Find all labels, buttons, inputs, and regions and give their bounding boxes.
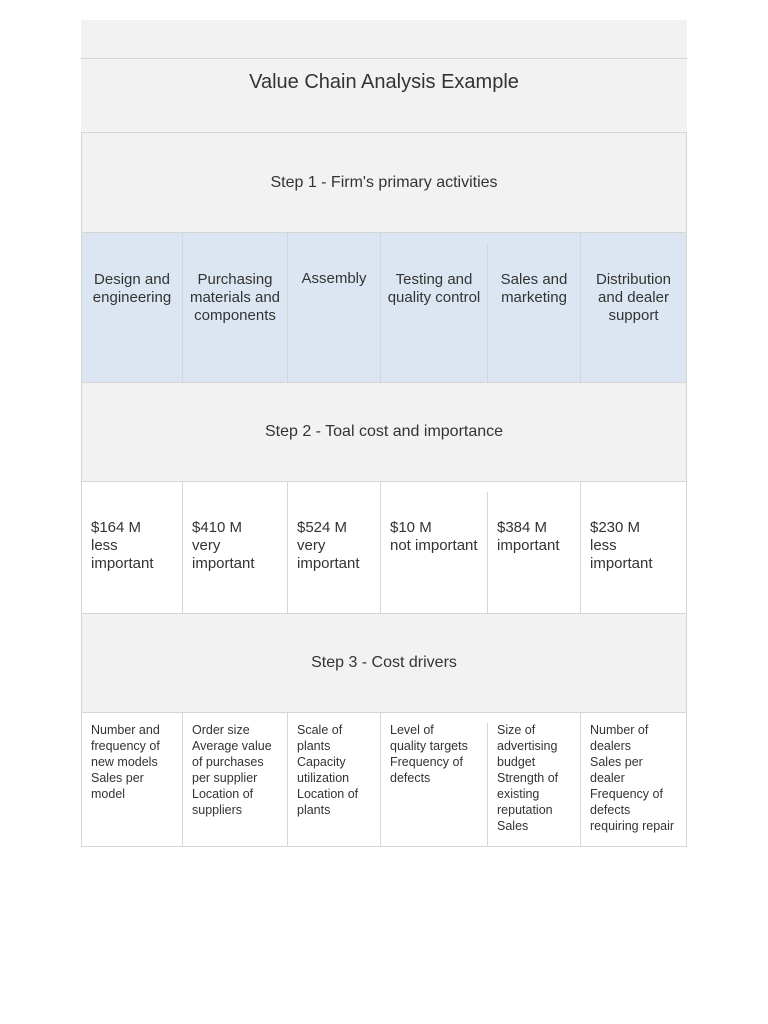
top-band <box>81 20 687 59</box>
driver-cell <box>581 713 686 846</box>
driver-cell <box>82 713 183 846</box>
driver-line: per supplier <box>192 771 258 785</box>
costs-row <box>82 482 686 614</box>
activity-cell: Testing and quality control <box>381 233 488 382</box>
driver-line: utilization <box>297 771 350 785</box>
driver-line: Level of <box>390 723 434 737</box>
driver-cell <box>183 713 288 846</box>
cost-importance: less important <box>590 537 653 572</box>
driver-line: plants <box>297 803 331 817</box>
cost-importance: less important <box>91 537 154 572</box>
cost-cell <box>82 482 183 613</box>
driver-line: Capacity <box>297 755 346 769</box>
cost-cell <box>183 482 288 613</box>
cost-cell <box>488 482 581 613</box>
driver-line: budget <box>497 755 536 769</box>
driver-line: defects <box>590 803 631 817</box>
driver-line: Average value <box>192 739 272 753</box>
driver-line: model <box>91 787 126 801</box>
step-1-header: Step 1 - Firm's primary activities <box>82 133 686 233</box>
cost-cell <box>581 482 686 613</box>
activity-cell: Sales and marketing <box>488 233 581 382</box>
activity-cell: Design and engineering <box>82 233 183 382</box>
driver-line: frequency of <box>91 739 160 753</box>
driver-line: Location of <box>297 787 359 801</box>
activities-row <box>82 233 686 383</box>
driver-line: quality targets <box>390 739 468 753</box>
driver-line: plants <box>297 739 331 753</box>
cost-importance: very important <box>297 537 360 572</box>
driver-line: Frequency of <box>590 787 663 801</box>
cost-amount: $10 M <box>390 519 432 536</box>
driver-line: reputation <box>497 803 553 817</box>
driver-line: suppliers <box>192 803 243 817</box>
driver-line: Scale of <box>297 723 343 737</box>
cost-amount: $410 M <box>192 519 243 536</box>
activity-cell: Purchasing materials and components <box>183 233 288 382</box>
driver-line: Frequency of <box>390 755 463 769</box>
driver-cell <box>288 713 381 846</box>
driver-line: Number of <box>590 723 649 737</box>
driver-line: requiring repair <box>590 819 675 833</box>
drivers-row <box>82 713 686 847</box>
activity-cell: Distribution and dealer support <box>595 271 672 324</box>
driver-line: dealers <box>590 739 631 753</box>
cost-cell <box>381 482 488 613</box>
cost-amount: $384 M <box>497 519 548 536</box>
value-chain-sheet <box>81 20 687 847</box>
title-band <box>81 59 687 133</box>
cost-amount: $230 M <box>590 519 641 536</box>
cost-importance: very important <box>192 537 255 572</box>
activity-cell: Assembly <box>288 233 381 382</box>
driver-line: dealer <box>590 771 625 785</box>
driver-line: advertising <box>497 739 558 753</box>
driver-line: existing <box>497 787 540 801</box>
cost-importance: important <box>497 537 560 554</box>
cost-amount: $524 M <box>297 519 348 536</box>
driver-line: Size of <box>497 723 536 737</box>
driver-cell <box>488 713 581 846</box>
driver-line: defects <box>390 771 431 785</box>
driver-line: Strength of <box>497 771 559 785</box>
step-3-header: Step 3 - Cost drivers <box>82 614 686 713</box>
step-2-header: Step 2 - Toal cost and importance <box>82 383 686 482</box>
driver-line: of purchases <box>192 755 264 769</box>
value-chain-table <box>81 133 687 847</box>
driver-line: Sales per <box>91 771 144 785</box>
driver-line: Order size <box>192 723 250 737</box>
driver-cell <box>381 713 488 846</box>
cost-amount: $164 M <box>91 519 142 536</box>
driver-line: Number and <box>91 723 160 737</box>
driver-line: Location of <box>192 787 254 801</box>
driver-line: new models <box>91 755 158 769</box>
driver-line: Sales <box>497 819 529 833</box>
driver-line: Sales per <box>590 755 643 769</box>
cost-cell <box>288 482 381 613</box>
cost-importance: not important <box>390 537 478 554</box>
page-title: Value Chain Analysis Example <box>249 70 519 93</box>
